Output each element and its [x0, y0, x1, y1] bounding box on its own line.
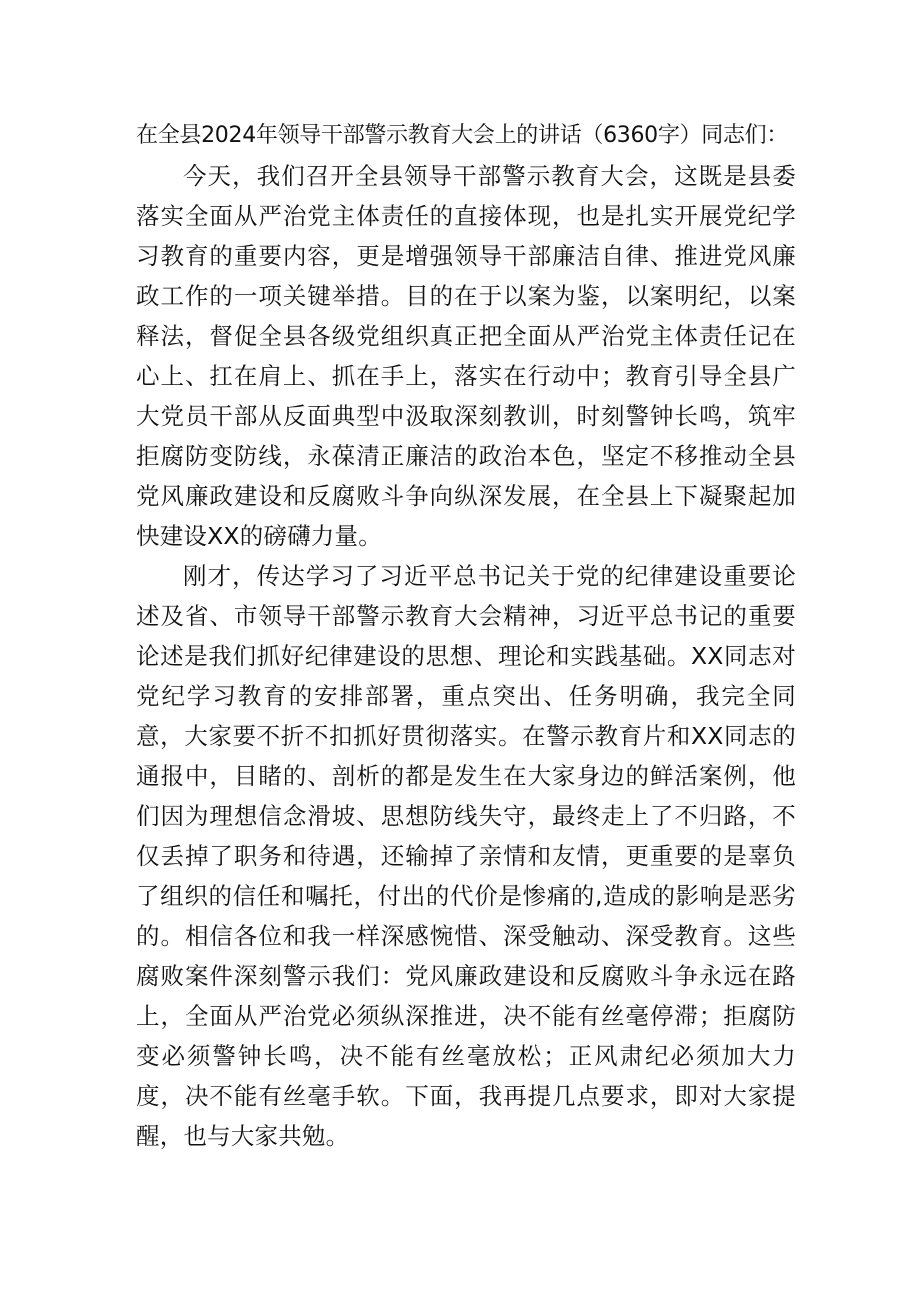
paragraph-opening: 今天，我们召开全县领导干部警示教育大会，这既是县委落实全面从严治党主体责任的直接体现，也是扎实开展党纪学习教育的重要内容，更是增强领导干部廉洁自律、推进党风廉政工作的一项关键举措。目的在于以案为鉴，以案明纪，以案释法，督促全县各级党组织真正把全面从严治党主体责任记在心上、扛在肩上、抓在手上，落实在行动中；教育引导全县广大党员干部从反面典型中汲取深刻教训，时刻警钟长鸣，筑牢拒腐防变防线，永葆清正廉洁的政治本色，坚定不移推动全县党风廉政建设和反腐败斗争向纵深发展，在全县上下凝聚起加快建设XX的磅礴力量。 — [136, 162, 796, 550]
document-body — [136, 116, 796, 1156]
paragraph-second: 刚才，传达学习了习近平总书记关于党的纪律建设重要论述及省、市领导干部警示教育大会精神，习近平总书记的重要论述是我们抓好纪律建设的思想、理论和实践基础。XX同志对党纪学习教育的安排部署，重点突出、任务明确，我完全同意，大家要不折不扣抓好贯彻落实。在警示教育片和XX同志的通报中，目睹的、剖析的都是发生在大家身边的鲜活案例，他们因为理想信念滑坡、思想防线失守，最终走上了不归路，不仅丢掉了职务和待遇，还输掉了亲情和友情，更重要的是辜负了组织的信任和嘱托，付出的代价是惨痛的,造成的影响是恶劣的。相信各位和我一样深感惋惜、深受触动、深受教育。这些腐败案件深刻警示我们：党风廉政建设和反腐败斗争永远在路上，全面从严治党必须纵深推进，决不能有丝毫停滞；拒腐防变必须警钟长鸣，决不能有丝毫放松；正风肃纪必须加大力度，决不能有丝毫手软。下面，我再提几点要求，即对大家提醒，也与大家共勉。 — [136, 562, 796, 1150]
document-title-line: 在全县2024年领导干部警示教育大会上的讲话（6360字）同志们： — [136, 123, 789, 148]
